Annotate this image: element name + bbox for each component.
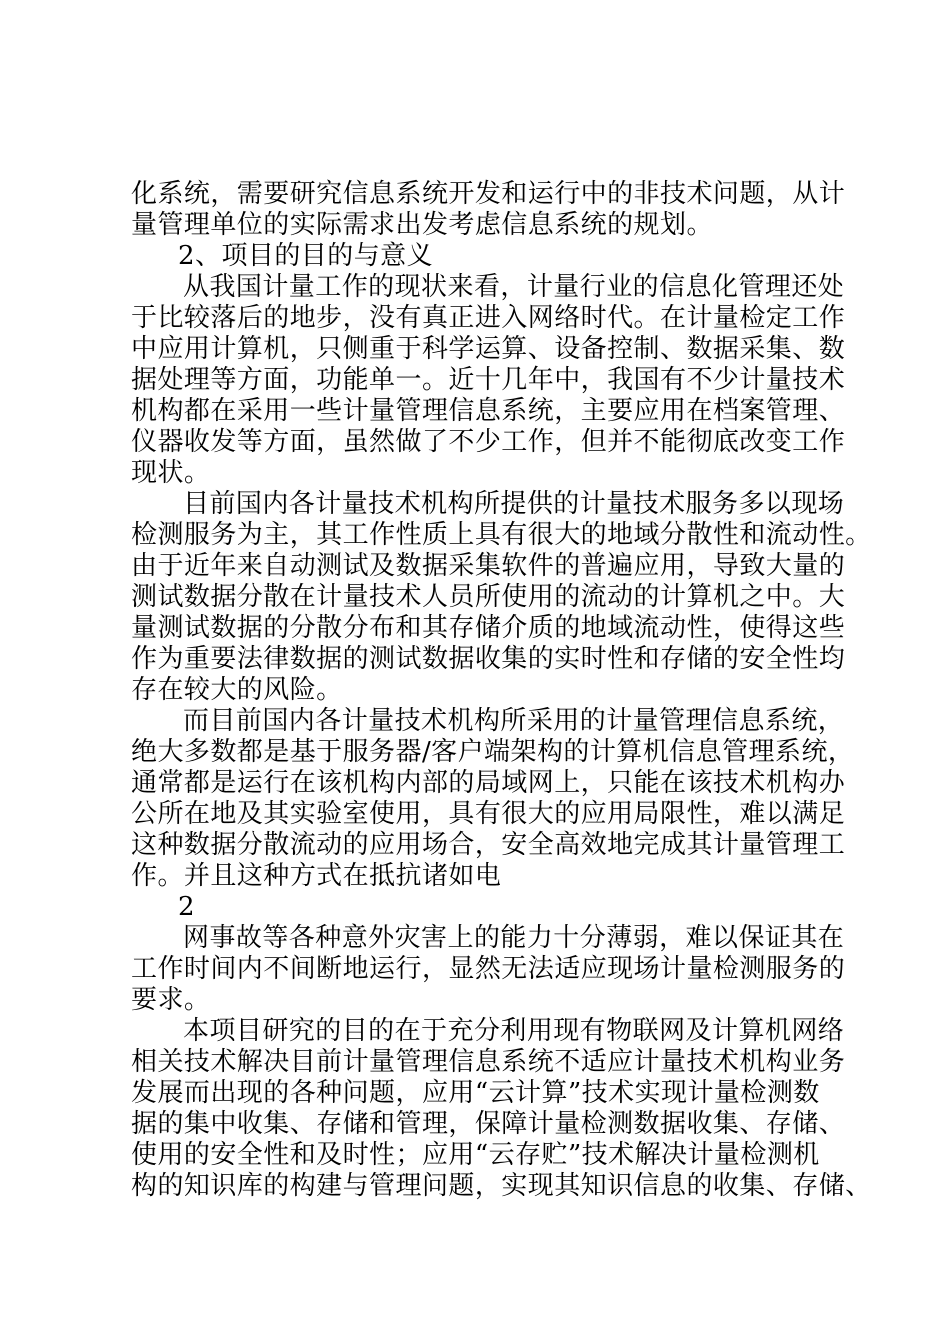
text-line: 现状。	[131, 458, 211, 488]
text-line: 通常都是运行在该机构内部的局域网上，只能在该技术机构办	[131, 768, 846, 798]
text-line: 机构都在采用一些计量管理信息系统，主要应用在档案管理、	[131, 396, 846, 426]
text-line: 据的集中收集、存储和管理，保障计量检测数据收集、存储、	[131, 1109, 846, 1139]
text-line: 要求。	[131, 985, 211, 1015]
text-line: 本项目研究的目的在于充分利用现有物联网及计算机网络	[183, 1016, 845, 1046]
text-line: 公所在地及其实验室使用，具有很大的应用局限性，难以满足	[131, 799, 846, 829]
text-line: 化系统，需要研究信息系统开发和运行中的非技术问题，从计	[131, 179, 846, 209]
text-line: 仪器收发等方面，虽然做了不少工作，但并不能彻底改变工作	[131, 427, 846, 457]
text-line: 由于近年来自动测试及数据采集软件的普遍应用，导致大量的	[131, 551, 846, 581]
section-heading: 2、项目的目的与意义	[178, 241, 434, 271]
text-line: 网事故等各种意外灾害上的能力十分薄弱，难以保证其在	[183, 923, 845, 953]
text-line: 于比较落后的地步，没有真正进入网络时代。在计量检定工作	[131, 303, 846, 333]
text-line: 发展而出现的各种问题，应用“云计算”技术实现计量检测数	[131, 1078, 820, 1108]
text-line: 检测服务为主，其工作性质上具有很大的地域分散性和流动性。	[131, 520, 872, 550]
text-line: 绝大多数都是基于服务器/客户端架构的计算机信息管理系统，	[131, 737, 855, 767]
text-line: 相关技术解决目前计量管理信息系统不适应计量技术机构业务	[131, 1047, 846, 1077]
text-line: 测试数据分散在计量技术人员所使用的流动的计算机之中。大	[131, 582, 846, 612]
text-line: 存在较大的风险。	[131, 675, 343, 705]
text-line: 作。并且这种方式在抵抗诸如电	[131, 861, 502, 891]
text-line: 中应用计算机，只侧重于科学运算、设备控制、数据采集、数	[131, 334, 846, 364]
text-line: 量管理单位的实际需求出发考虑信息系统的规划。	[131, 210, 713, 240]
text-line: 量测试数据的分散分布和其存储介质的地域流动性，使得这些	[131, 613, 846, 643]
text-line: 据处理等方面，功能单一。近十几年中，我国有不少计量技术	[131, 365, 846, 395]
page-number: 2	[178, 892, 195, 922]
text-line: 作为重要法律数据的测试数据收集的实时性和存储的安全性均	[131, 644, 846, 674]
text-line: 构的知识库的构建与管理问题，实现其知识信息的收集、存储、	[131, 1171, 872, 1201]
text-line: 工作时间内不间断地运行，显然无法适应现场计量检测服务的	[131, 954, 846, 984]
text-line: 目前国内各计量技术机构所提供的计量技术服务多以现场	[183, 489, 845, 519]
text-line: 而目前国内各计量技术机构所采用的计量管理信息系统，	[183, 706, 845, 736]
text-line: 这种数据分散流动的应用场合，安全高效地完成其计量管理工	[131, 830, 846, 860]
text-line: 使用的安全性和及时性；应用“云存贮”技术解决计量检测机	[131, 1140, 820, 1170]
text-line: 从我国计量工作的现状来看，计量行业的信息化管理还处	[183, 272, 845, 302]
